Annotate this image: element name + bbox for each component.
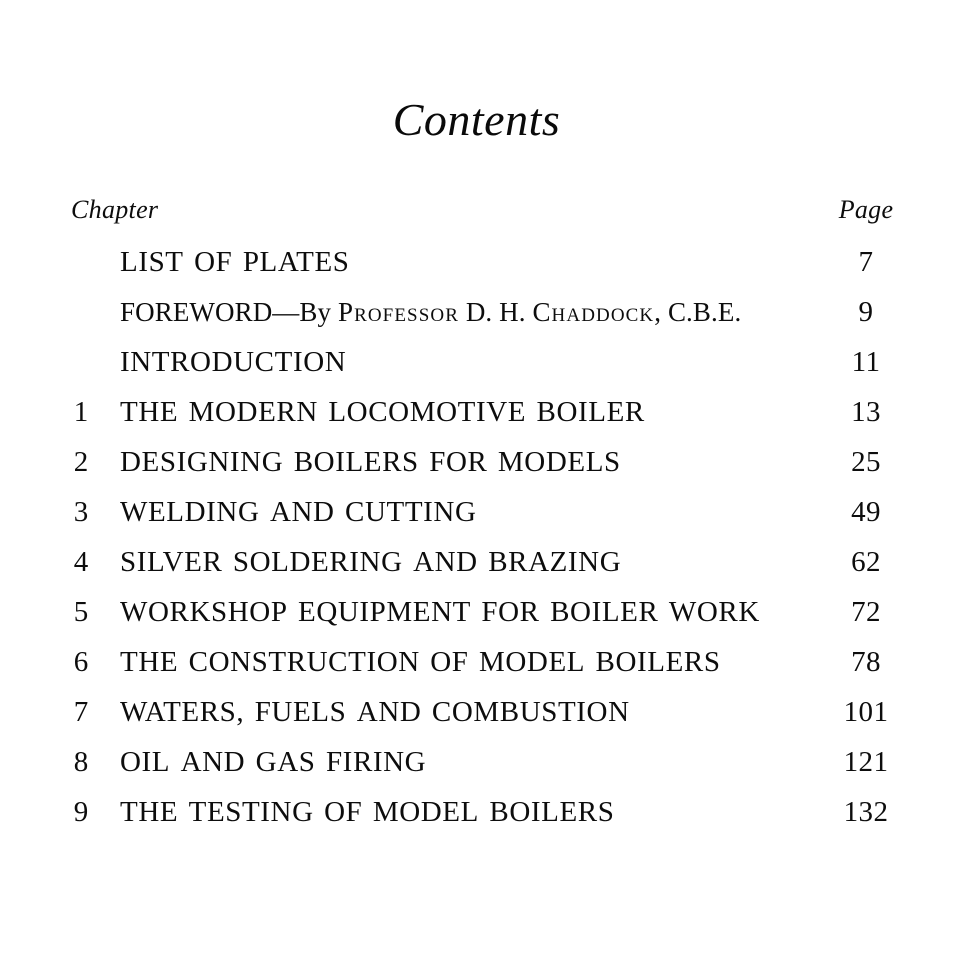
- toc-title-word: AND: [269, 496, 335, 528]
- toc-title-word: DESIGNING: [120, 446, 284, 478]
- toc-entry-title[interactable]: [120, 340, 346, 384]
- foreword-initials-text: D. H.: [458, 297, 533, 327]
- toc-title-word: INTRODUCTION: [120, 346, 347, 378]
- word-gap: [170, 746, 180, 778]
- toc-entry-page-number: 72: [851, 596, 881, 628]
- word-gap: [222, 546, 232, 578]
- word-gap: [232, 246, 242, 278]
- toc-title-word: CUTTING: [345, 496, 477, 528]
- toc-entry-title[interactable]: [120, 790, 614, 834]
- toc-title-word: WATERS,: [120, 696, 245, 728]
- toc-entry-number: 7: [73, 696, 89, 728]
- word-gap: [478, 546, 488, 578]
- toc-entry-row[interactable]: [0, 690, 953, 740]
- toc-title-word: BOILERS: [595, 646, 721, 678]
- word-gap: [244, 696, 254, 728]
- toc-title-word: FUELS: [254, 696, 347, 728]
- toc-title-word: WORKSHOP: [120, 596, 288, 628]
- toc-entry-title[interactable]: [120, 240, 350, 284]
- word-gap: [585, 646, 595, 678]
- toc-title-word: CONSTRUCTION: [188, 646, 420, 678]
- toc-entry-page-number: 101: [843, 696, 889, 728]
- toc-entry-number: 1: [73, 396, 89, 428]
- toc-entry-number: 6: [73, 646, 89, 678]
- column-header-row: [0, 193, 953, 227]
- toc-entry-row[interactable]: [0, 740, 953, 790]
- toc-title-word: GAS: [255, 746, 316, 778]
- toc-entry-number: 3: [73, 496, 89, 528]
- toc-entry-row[interactable]: [0, 790, 953, 840]
- toc-entry-row[interactable]: [0, 590, 953, 640]
- toc-entry-page-number: 78: [851, 646, 881, 678]
- toc-entry-page-number: 13: [851, 396, 881, 428]
- toc-title-word: MODEL: [478, 646, 586, 678]
- toc-title-word: OF: [430, 646, 469, 678]
- word-gap: [178, 396, 188, 428]
- toc-title-word: SILVER: [120, 546, 223, 578]
- toc-title-word: BOILERS: [489, 796, 615, 828]
- word-gap: [316, 746, 326, 778]
- toc-entry-row[interactable]: [0, 490, 953, 540]
- toc-title-word: FOR: [481, 596, 540, 628]
- toc-entry-row[interactable]: [0, 290, 953, 340]
- word-gap: [487, 446, 497, 478]
- toc-title-word: BOILERS: [293, 446, 419, 478]
- toc-title-word: FOR: [429, 446, 488, 478]
- foreword-honours-text: , C.B.E.: [654, 297, 742, 327]
- toc-entry-title[interactable]: [120, 440, 621, 484]
- foreword-professor-text: Professor: [337, 297, 459, 327]
- word-gap: [335, 496, 345, 528]
- toc-entry-number: 9: [73, 796, 89, 828]
- toc-entry-row[interactable]: [0, 340, 953, 390]
- toc-title-word: THE: [120, 796, 179, 828]
- word-gap: [471, 596, 481, 628]
- toc-title-word: AND: [413, 546, 478, 578]
- word-gap: [421, 696, 431, 728]
- toc-entry-title[interactable]: [120, 290, 741, 334]
- toc-title-word: MODELS: [497, 446, 621, 478]
- word-gap: [288, 596, 298, 628]
- toc-title-word: MODERN: [188, 396, 318, 428]
- toc-entry-page-number: 132: [843, 796, 889, 828]
- toc-entry-number: 4: [73, 546, 89, 578]
- toc-entry-title[interactable]: [120, 490, 477, 534]
- word-gap: [540, 596, 550, 628]
- toc-entry-page-number: 7: [858, 246, 874, 278]
- word-gap: [469, 646, 479, 678]
- toc-entry-row[interactable]: [0, 390, 953, 440]
- chapter-column-header: Chapter: [71, 195, 159, 224]
- word-gap: [184, 246, 194, 278]
- toc-entry-title[interactable]: [120, 390, 645, 434]
- toc-title-word: TESTING: [188, 796, 314, 828]
- toc-title-word: BRAZING: [488, 546, 622, 578]
- toc-title-word: BOILER: [536, 396, 645, 428]
- toc-entry-title[interactable]: [120, 740, 426, 784]
- toc-entry-row[interactable]: [0, 540, 953, 590]
- toc-entry-title[interactable]: [120, 590, 760, 634]
- toc-entry-row[interactable]: [0, 640, 953, 690]
- foreword-lead-text: FOREWORD—By: [120, 297, 338, 327]
- word-gap: [403, 546, 413, 578]
- toc-entry-page-number: 62: [851, 546, 881, 578]
- page-title: Contents: [392, 94, 561, 145]
- toc-entry-page-number: 49: [851, 496, 881, 528]
- toc-entry-row[interactable]: [0, 440, 953, 490]
- toc-entry-title[interactable]: [120, 690, 630, 734]
- word-gap: [658, 596, 668, 628]
- toc-entry-title[interactable]: [120, 640, 721, 684]
- toc-entry-page-number: 25: [851, 446, 881, 478]
- toc-title-word: WORK: [668, 596, 760, 628]
- word-gap: [260, 496, 270, 528]
- word-gap: [479, 796, 489, 828]
- toc-title-word: PLATES: [242, 246, 350, 278]
- word-gap: [314, 796, 324, 828]
- word-gap: [245, 746, 255, 778]
- word-gap: [283, 446, 293, 478]
- page-column-header: Page: [838, 195, 894, 224]
- toc-entry-row[interactable]: [0, 240, 953, 290]
- toc-entry-page-number: 121: [843, 746, 889, 778]
- toc-title-word: COMBUSTION: [431, 696, 630, 728]
- toc-title-word: FIRING: [325, 746, 427, 778]
- word-gap: [318, 396, 328, 428]
- toc-title-word: AND: [356, 696, 422, 728]
- word-gap: [178, 646, 188, 678]
- toc-title-word: OF: [194, 246, 233, 278]
- toc-entry-list: [0, 240, 953, 840]
- toc-title-word: MODEL: [372, 796, 479, 828]
- word-gap: [526, 396, 536, 428]
- toc-title-word: OF: [324, 796, 363, 828]
- toc-entry-number: 2: [73, 446, 89, 478]
- toc-title-word: SOLDERING: [232, 546, 403, 578]
- word-gap: [419, 446, 429, 478]
- toc-title-word: LOCOMOTIVE: [328, 396, 527, 428]
- foreword-surname-text: Chaddock: [532, 297, 655, 327]
- toc-title-word: LIST: [120, 246, 184, 278]
- toc-title-word: OIL: [120, 746, 171, 778]
- toc-title-word: THE: [120, 646, 179, 678]
- word-gap: [362, 796, 372, 828]
- toc-title-word: THE: [120, 396, 179, 428]
- toc-entry-title[interactable]: [120, 540, 621, 584]
- toc-title-word: BOILER: [550, 596, 659, 628]
- word-gap: [420, 646, 430, 678]
- word-gap: [346, 696, 356, 728]
- toc-entry-page-number: 11: [851, 346, 881, 378]
- toc-entry-page-number: 9: [858, 296, 874, 328]
- toc-title-word: WELDING: [120, 496, 260, 528]
- word-gap: [178, 796, 188, 828]
- toc-entry-number: 5: [73, 596, 89, 628]
- toc-entry-number: 8: [73, 746, 89, 778]
- toc-title-word: EQUIPMENT: [298, 596, 471, 628]
- toc-title-word: AND: [180, 746, 246, 778]
